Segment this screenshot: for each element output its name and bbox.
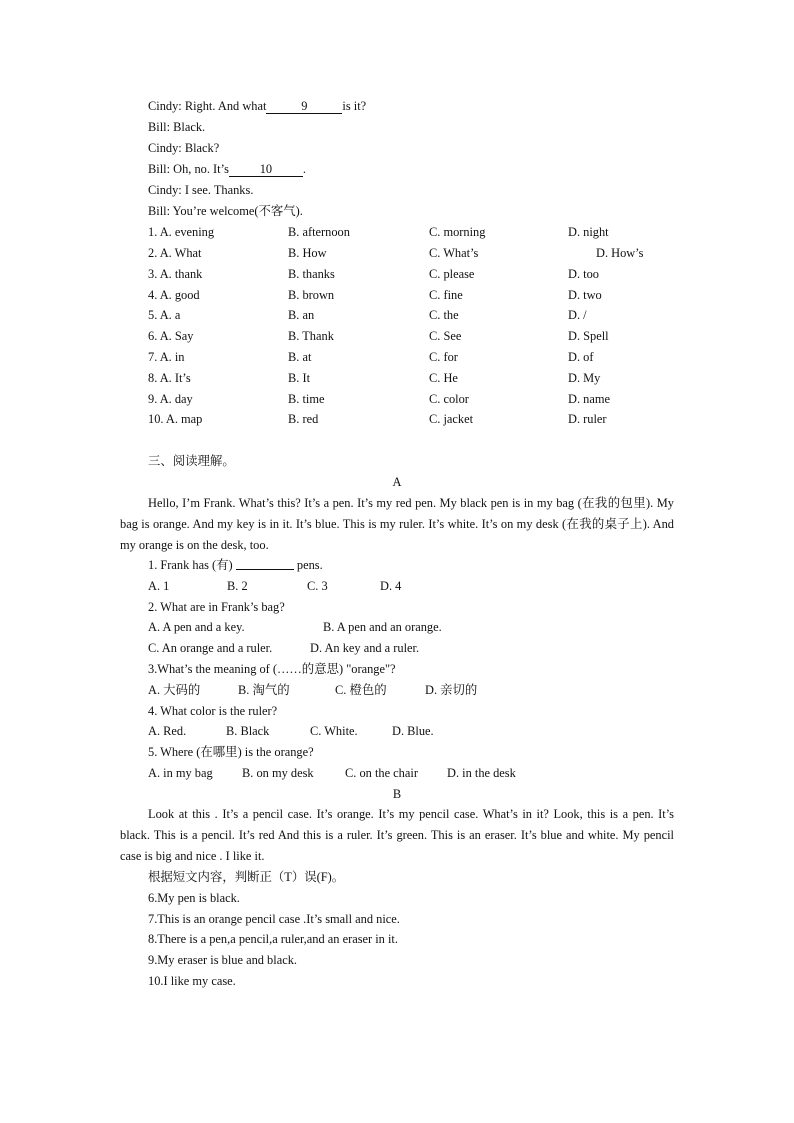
- question-4: 4. What color is the ruler?: [148, 704, 278, 718]
- q2-option-b: B. A pen and an orange.: [323, 620, 442, 634]
- option-a: 3. A. thank: [148, 267, 203, 281]
- option-c: C. morning: [429, 225, 486, 239]
- q4-option-c: C. White.: [310, 724, 358, 738]
- passage-b-label: B: [392, 787, 402, 801]
- option-a: 10. A. map: [148, 412, 203, 426]
- option-c: C. please: [429, 267, 475, 281]
- q1-option-a: A. 1: [148, 579, 170, 593]
- option-b: B. thanks: [288, 267, 335, 281]
- option-d: D. night: [568, 225, 609, 239]
- blank-10: 10: [229, 162, 303, 177]
- option-b: B. afternoon: [288, 225, 350, 239]
- option-d: D. of: [568, 350, 594, 364]
- tf-statement-7: 7.This is an orange pencil case .It’s small and nice.: [148, 912, 400, 926]
- option-c: C. See: [429, 329, 462, 343]
- option-b: B. It: [288, 371, 311, 385]
- q2-option-c: C. An orange and a ruler.: [148, 641, 273, 655]
- q1-option-b: B. 2: [227, 579, 248, 593]
- option-c: C. color: [429, 392, 469, 406]
- section-heading: 三、阅读理解。: [148, 454, 235, 468]
- question-1: 1. Frank has (有) pens.: [148, 558, 323, 572]
- tf-statement-6: 6.My pen is black.: [148, 891, 240, 905]
- dialogue-line-1: Cindy: Right. And what 9 is it?: [148, 99, 367, 113]
- option-b: B. How: [288, 246, 327, 260]
- option-a: 6. A. Say: [148, 329, 194, 343]
- q3-option-b: B. 淘气的: [238, 683, 290, 697]
- q3-option-d: D. 亲切的: [425, 683, 478, 697]
- option-d: D. too: [568, 267, 599, 281]
- q2-option-d: D. An key and a ruler.: [310, 641, 420, 655]
- option-d: D. How’s: [596, 246, 644, 260]
- q3-option-c: C. 橙色的: [335, 683, 387, 697]
- option-d: D. My: [568, 371, 601, 385]
- option-b: B. Thank: [288, 329, 334, 343]
- q4-option-a: A. Red.: [148, 724, 187, 738]
- q2-option-a: A. A pen and a key.: [148, 620, 245, 634]
- option-a: 7. A. in: [148, 350, 185, 364]
- option-a: 2. A. What: [148, 246, 202, 260]
- option-c: C. He: [429, 371, 458, 385]
- dialogue-line-5: Cindy: I see. Thanks.: [148, 183, 254, 197]
- option-c: C. fine: [429, 288, 463, 302]
- option-c: C. for: [429, 350, 458, 364]
- q4-option-d: D. Blue.: [392, 724, 434, 738]
- option-d: D. two: [568, 288, 602, 302]
- question-5: 5. Where (在哪里) is the orange?: [148, 745, 314, 759]
- q5-option-b: B. on my desk: [242, 766, 314, 780]
- dialogue-line-3: Cindy: Black?: [148, 141, 220, 155]
- tf-statement-9: 9.My eraser is blue and black.: [148, 953, 297, 967]
- q5-option-a: A. in my bag: [148, 766, 213, 780]
- dialogue-line-6: Bill: You’re welcome(不客气).: [148, 204, 303, 218]
- dialogue-line-4: Bill: Oh, no. It’s 10 .: [148, 162, 306, 176]
- option-d: D. /: [568, 308, 587, 322]
- option-c: C. the: [429, 308, 459, 322]
- q1-option-c: C. 3: [307, 579, 328, 593]
- q5-option-d: D. in the desk: [447, 766, 516, 780]
- tf-statement-8: 8.There is a pen,a pencil,a ruler,and an eraser in it.: [148, 932, 398, 946]
- option-c: C. jacket: [429, 412, 474, 426]
- passage-a-text: Hello, I’m Frank. What’s this? It’s a pen. It’s my red pen. My black pen is in my bag (在我的包里). My bag is orange. And my key is in it. It’s blue. This is my ruler. It’s white. It’s on my desk (在我的桌子上). And my orange is on the desk, too.: [120, 496, 674, 552]
- q3-option-a: A. 大码的: [148, 683, 201, 697]
- option-b: B. time: [288, 392, 325, 406]
- option-d: D. ruler: [568, 412, 607, 426]
- option-a: 9. A. day: [148, 392, 193, 406]
- option-a: 5. A. a: [148, 308, 181, 322]
- option-b: B. red: [288, 412, 319, 426]
- blank-9: 9: [266, 99, 342, 114]
- answer-blank: [236, 557, 294, 570]
- tf-statement-10: 10.I like my case.: [148, 974, 236, 988]
- option-a: 1. A. evening: [148, 225, 215, 239]
- option-d: D. Spell: [568, 329, 609, 343]
- option-a: 4. A. good: [148, 288, 200, 302]
- option-a: 8. A. It’s: [148, 371, 191, 385]
- option-b: B. at: [288, 350, 312, 364]
- option-c: C. What’s: [429, 246, 479, 260]
- question-2: 2. What are in Frank’s bag?: [148, 600, 285, 614]
- passage-a-label: A: [392, 475, 402, 489]
- dialogue-line-2: Bill: Black.: [148, 120, 206, 134]
- tf-instruction: 根据短文内容，判断正（T）误(F)。: [148, 870, 345, 884]
- question-3: 3.What’s the meaning of (……的意思) "orange"?: [148, 662, 396, 676]
- q1-option-d: D. 4: [380, 579, 402, 593]
- passage-b-text: Look at this . It’s a pencil case. It’s orange. It’s my pencil case. What’s in it? Look, this is a pen. It’s black. This is a pencil. It’s red And this is a ruler. It’s green. This is an eraser. It’s blue and white. My pencil case is big and nice . I like it.: [120, 807, 674, 863]
- option-b: B. an: [288, 308, 315, 322]
- q5-option-c: C. on the chair: [345, 766, 418, 780]
- q4-option-b: B. Black: [226, 724, 270, 738]
- option-d: D. name: [568, 392, 610, 406]
- option-b: B. brown: [288, 288, 335, 302]
